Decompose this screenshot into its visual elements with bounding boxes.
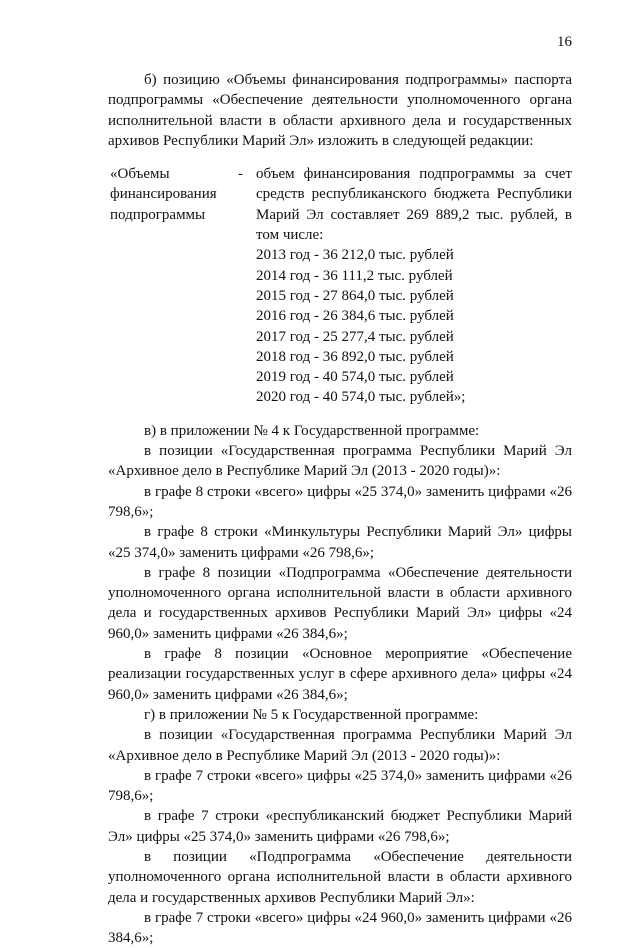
year-amount: 2013 год - 36 212,0 тыс. рублей [256,247,454,264]
body-paragraph: в графе 8 строки «всего» цифры «25 374,0» заменить цифрами «26 798,6»; [108,483,572,520]
passport-label-line: подпрограммы [110,206,206,223]
body-paragraph: в графе 8 строки «Минкультуры Республики Марий Эл» цифры «25 374,0» заменить цифрами «26 798,6»; [108,524,572,561]
body-paragraph: в позиции «Государственная программа Республики Марий Эл «Архивное дело в Республике Марий Эл (2013 - 2020 годы)»: [108,443,572,480]
passport-label-line: финансирования [110,186,217,203]
page-number: 16 [557,34,572,50]
body-paragraph: в позиции «Государственная программа Республики Марий Эл «Архивное дело в Республике Марий Эл (2013 - 2020 годы)»: [108,727,572,764]
body-paragraph: в графе 8 позиции «Подпрограмма «Обеспечение деятельности уполномоченного органа исполнительной власти в области архивного дела и государственных архивов Республики Марий Эл» цифры «24 960,0» заменить цифрами «26 384,6»; [108,564,572,642]
spacer [108,151,572,164]
passport-block [110,164,572,408]
intro-paragraph: б) позицию «Объемы финансирования подпрограммы» паспорта подпрограммы «Обеспечение деятельности уполномоченного органа исполнительной власти в области архивного дела и государственных архивов Республики Марий Эл» изложить в следующей редакции: [108,72,572,149]
body-paragraph: в графе 8 позиции «Основное мероприятие «Обеспечение реализации государственных услуг в сфере архивного дела» цифры «24 960,0» заменить цифрами «26 384,6»; [108,646,572,703]
document-body [108,70,572,948]
year-amount: 2015 год - 27 864,0 тыс. рублей [256,287,454,304]
passport-description: объем финансирования подпрограммы за счет средств республиканского бюджета Республики Марий Эл составляет 269 889,2 тыс. рублей, в том числе: [256,166,572,244]
passport-label [110,164,238,408]
year-amount: 2017 год - 25 277,4 тыс. рублей [256,328,454,345]
body-paragraph: в позиции «Подпрограмма «Обеспечение деятельности уполномоченного органа исполнительной власти в области архивного дела и государственных архивов Республики Марий Эл»: [108,848,572,906]
year-amount: 2014 год - 36 111,2 тыс. рублей [256,267,453,284]
passport-label-line: «Объемы [110,166,170,183]
year-amount: 2019 год - 40 574,0 тыс. рублей [256,369,454,386]
passport-dash: - [238,166,243,183]
section-heading: г) в приложении № 5 к Государственной программе: [144,706,479,723]
spacer [108,408,572,421]
year-amount: 2016 год - 26 384,6 тыс. рублей [256,308,454,325]
body-paragraph: в графе 7 строки «всего» цифры «25 374,0» заменить цифрами «26 798,6»; [108,767,572,805]
year-amount: 2018 год - 36 892,0 тыс. рублей [256,348,454,365]
passport-value [256,164,572,408]
body-paragraph: в графе 7 строки «всего» цифры «24 960,0» заменить цифрами «26 384,6»; [108,909,572,947]
section-heading: в) в приложении № 4 к Государственной программе: [144,422,480,439]
body-paragraph: в графе 7 строки «республиканский бюджет Республики Марий Эл» цифры «25 374,0» заменить цифрами «26 798,6»; [108,808,572,845]
year-amount: 2020 год - 40 574,0 тыс. рублей»; [256,389,466,406]
